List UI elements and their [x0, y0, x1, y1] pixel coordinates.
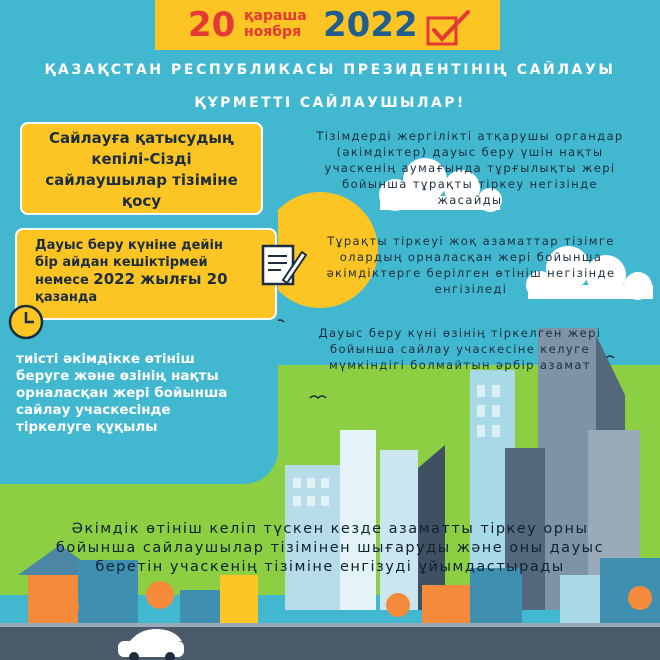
date-month	[244, 8, 307, 40]
box-line: қазанда	[35, 290, 98, 305]
deadline-date: 2022 жылғы 20	[93, 270, 228, 288]
box-line	[35, 271, 267, 289]
text-line: (әкімдіктер) дауыс беру үшін нақты	[336, 145, 604, 159]
date-month-ru: ноября	[244, 24, 302, 40]
date-day: 20	[188, 5, 236, 45]
right-text-unregistered	[298, 233, 644, 297]
info-box-deadline	[15, 228, 277, 320]
date-month-kz: қараша	[244, 8, 307, 24]
text-line: Дауыс беру күні өзінің тіркелген жері	[318, 326, 602, 340]
text-line: учаскенің аумағында тұрғылықты жері	[324, 161, 616, 175]
box-line: бір айдан кешіктірмей	[35, 255, 208, 270]
text-line: бойынша тұрақты тіркеу негізінде	[342, 177, 598, 191]
box-line: Дауыс беру күніне дейін	[35, 238, 223, 253]
text-line: жасайды	[437, 193, 503, 207]
left-text	[16, 351, 266, 436]
page-subtitle: ҚҰРМЕТТІ САЙЛАУШЫЛАР!	[194, 95, 466, 111]
right-text-absent	[300, 325, 620, 373]
bottom-text	[12, 520, 648, 577]
text-line: Тұрақты тіркеуі жоқ азаматтар тізімге	[327, 234, 615, 248]
info-box-inclusion	[20, 122, 263, 215]
text-line: тиісті әкімдікке өтініш	[16, 351, 195, 367]
text-line: мүмкіндігі болмайтын әрбір азамат	[329, 358, 591, 372]
box-line: қосу	[121, 192, 162, 210]
box-text: немесе	[35, 273, 94, 288]
text-line: олардың орналасқан жері бойынша	[339, 250, 603, 264]
text-line: сайлау учаскесінде	[16, 402, 171, 418]
box-line: кепілі-Сізді	[91, 150, 192, 168]
page-title: ҚАЗАҚСТАН РЕСПУБЛИКАСЫ ПРЕЗИДЕНТІНІҢ САЙЛАУЫ	[44, 62, 616, 78]
checkbox-icon	[426, 10, 472, 46]
text-line: беруге және өзінің нақты	[16, 368, 219, 384]
text-line: Әкімдік өтініш келіп түскен кезде азаматты тіркеу орны	[71, 521, 589, 537]
date-year: 2022	[323, 5, 418, 45]
text-line: бойынша сайлаушылар тізімінен шығаруды және оны дауыс	[55, 540, 605, 556]
right-text-lists	[290, 128, 650, 208]
text-line: енгізіледі	[434, 282, 508, 296]
box-line: сайлаушылар тізіміне	[45, 171, 238, 189]
text-line: Тізімдерді жергілікті атқарушы органдар	[316, 129, 624, 143]
text-line: тіркелуге құқылы	[16, 419, 158, 435]
box-line: Сайлауға қатысудың	[48, 129, 235, 147]
text-line: беретін учаскенің тізіміне енгізуді ұйымдастырады	[95, 559, 565, 575]
text-line: әкімдіктерге берілген өтініш негізінде	[326, 266, 616, 280]
clock-icon	[6, 302, 46, 342]
text-line: орналасқан жері бойынша	[16, 385, 228, 401]
text-line: бойынша сайлау учаскесіне келуге	[330, 342, 590, 356]
